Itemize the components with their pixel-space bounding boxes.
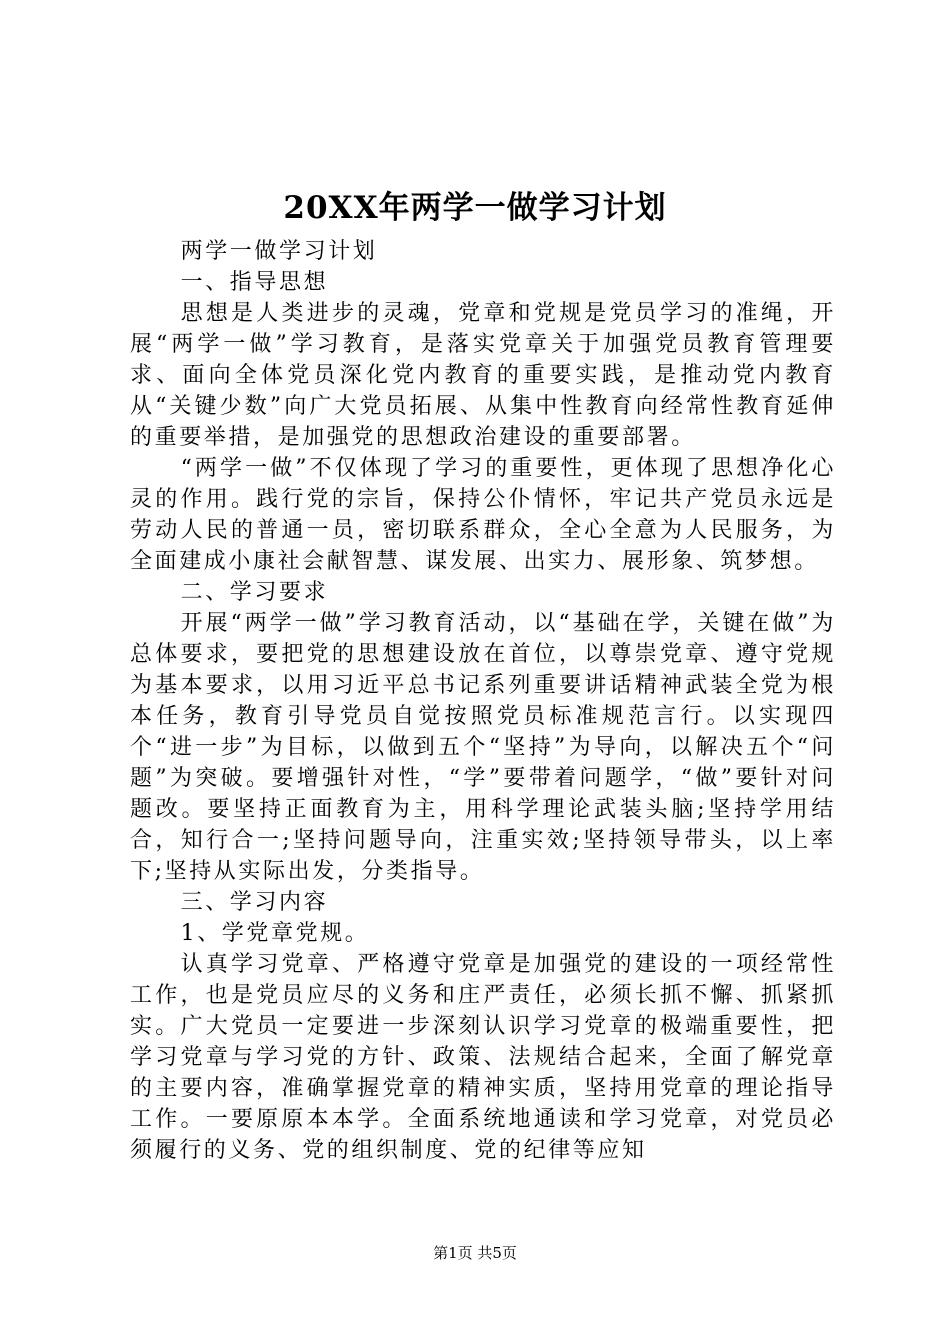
section-heading-3: 三、学习内容 (180, 890, 329, 915)
section-heading-1: 一、指导思想 (180, 270, 329, 295)
section-heading-2: 二、学习要求 (180, 580, 329, 605)
document-body (130, 236, 836, 1166)
paragraph: 认真学习党章、严格遵守党章是加强党的建设的一项经常性工作，也是党员应尽的义务和庄严责任，必须长抓不懈、抓紧抓实。广大党员一定要进一步深刻认识学习党章的极端重要性，把学习党章与学习党的方针、政策、法规结合起来，全面了解党章的主要内容，准确掌握党章的精神实质，坚持用党章的理论指导工作。一要原原本本学。全面系统地通读和学习党章，对党员必须履行的义务、党的组织制度、党的纪律等应知 (130, 952, 836, 1163)
subsection-heading-1: 1、学党章党规。 (180, 921, 370, 946)
paragraph: “两学一做”不仅体现了学习的重要性，更体现了思想净化心灵的作用。践行党的宗旨，保持公仆情怀，牢记共产党员永远是劳动人民的普通一员，密切联系群众，全心全意为人民服务，为全面建成小康社会献智慧、谋发展、出实力、展形象、筑梦想。 (130, 456, 836, 574)
page-footer: 第1页 共5页 (433, 1244, 517, 1262)
doc-heading: 两学一做学习计划 (180, 239, 378, 264)
paragraph: 开展“两学一做”学习教育活动，以“基础在学，关键在做”为总体要求，要把党的思想建设放在首位，以尊崇党章、遵守党规为基本要求，以用习近平总书记系列重要讲话精神武装全党为根本任务，教育引导党员自觉按照党员标准规范言行。以实现四个“进一步”为目标，以做到五个“坚持”为导向，以解决五个“问题”为突破。要增强针对性，“学”要带着问题学，“做”要针对问题改。要坚持正面教育为主，用科学理论武装头脑;坚持学用结合，知行合一;坚持问题导向，注重实效;坚持领导带头，以上率下;坚持从实际出发，分类指导。 (130, 611, 836, 884)
paragraph: 思想是人类进步的灵魂，党章和党规是党员学习的准绳，开展“两学一做”学习教育，是落实党章关于加强党员教育管理要求、面向全体党员深化党内教育的重要实践，是推动党内教育从“关键少数”向广大党员拓展、从集中性教育向经常性教育延伸的重要举措，是加强党的思想政治建设的重要部署。 (130, 301, 836, 450)
document-title: 20XX年两学一做学习计划 (283, 190, 667, 226)
